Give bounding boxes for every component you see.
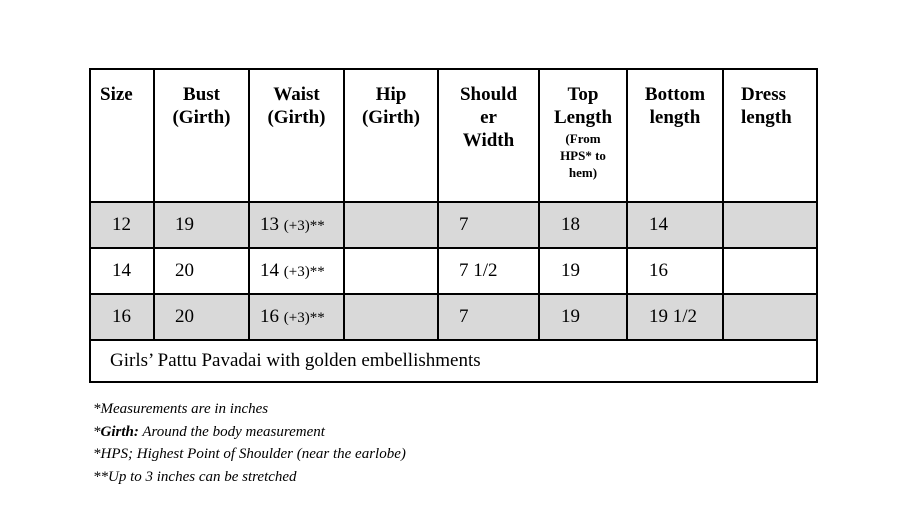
table-row [90, 202, 817, 248]
cell-hip [344, 294, 438, 340]
cell-bust: 19 [154, 202, 249, 248]
cell-hip [344, 248, 438, 294]
caption-row [90, 340, 817, 382]
header-row [90, 69, 817, 202]
footnotes [93, 398, 406, 488]
cell-dress-length [723, 248, 817, 294]
header-waist: Waist (Girth) [249, 69, 344, 202]
cell-size: 14 [90, 248, 154, 294]
product-caption: Girls’ Pattu Pavadai with golden embellishments [90, 340, 817, 382]
cell-waist: 13 (+3)** [249, 202, 344, 248]
cell-bottom-length: 16 [627, 248, 723, 294]
cell-waist: 16 (+3)** [249, 294, 344, 340]
header-size: Size [90, 69, 154, 202]
table-row [90, 248, 817, 294]
header-bust: Bust (Girth) [154, 69, 249, 202]
cell-top-length: 19 [539, 294, 627, 340]
cell-bust: 20 [154, 294, 249, 340]
header-shoulder-width: Should er Width [438, 69, 539, 202]
note-girth: *Girth: Around the body measurement [93, 423, 325, 440]
cell-shoulder: 7 [438, 202, 539, 248]
header-hip: Hip (Girth) [344, 69, 438, 202]
cell-size: 12 [90, 202, 154, 248]
cell-shoulder: 7 [438, 294, 539, 340]
note-stretch: **Up to 3 inches can be stretched [93, 468, 297, 485]
table-row [90, 294, 817, 340]
cell-bust: 20 [154, 248, 249, 294]
cell-top-length: 18 [539, 202, 627, 248]
cell-size: 16 [90, 294, 154, 340]
cell-top-length: 19 [539, 248, 627, 294]
cell-dress-length [723, 202, 817, 248]
header-bottom-length: Bottom length [627, 69, 723, 202]
header-top-length-note: (From HPS* to hem) [560, 131, 606, 180]
cell-waist: 14 (+3)** [249, 248, 344, 294]
cell-dress-length [723, 294, 817, 340]
size-chart-table [89, 68, 818, 383]
note-units: *Measurements are in inches [93, 401, 269, 417]
cell-bottom-length: 19 1/2 [627, 294, 723, 340]
header-dress-length: Dress length [723, 69, 817, 202]
cell-bottom-length: 14 [627, 202, 723, 248]
note-hps: *HPS; Highest Point of Shoulder (near the earlobe) [93, 446, 406, 462]
cell-hip [344, 202, 438, 248]
cell-shoulder: 7 1/2 [438, 248, 539, 294]
header-top-length: Top Length (From HPS* to hem) [539, 69, 627, 202]
